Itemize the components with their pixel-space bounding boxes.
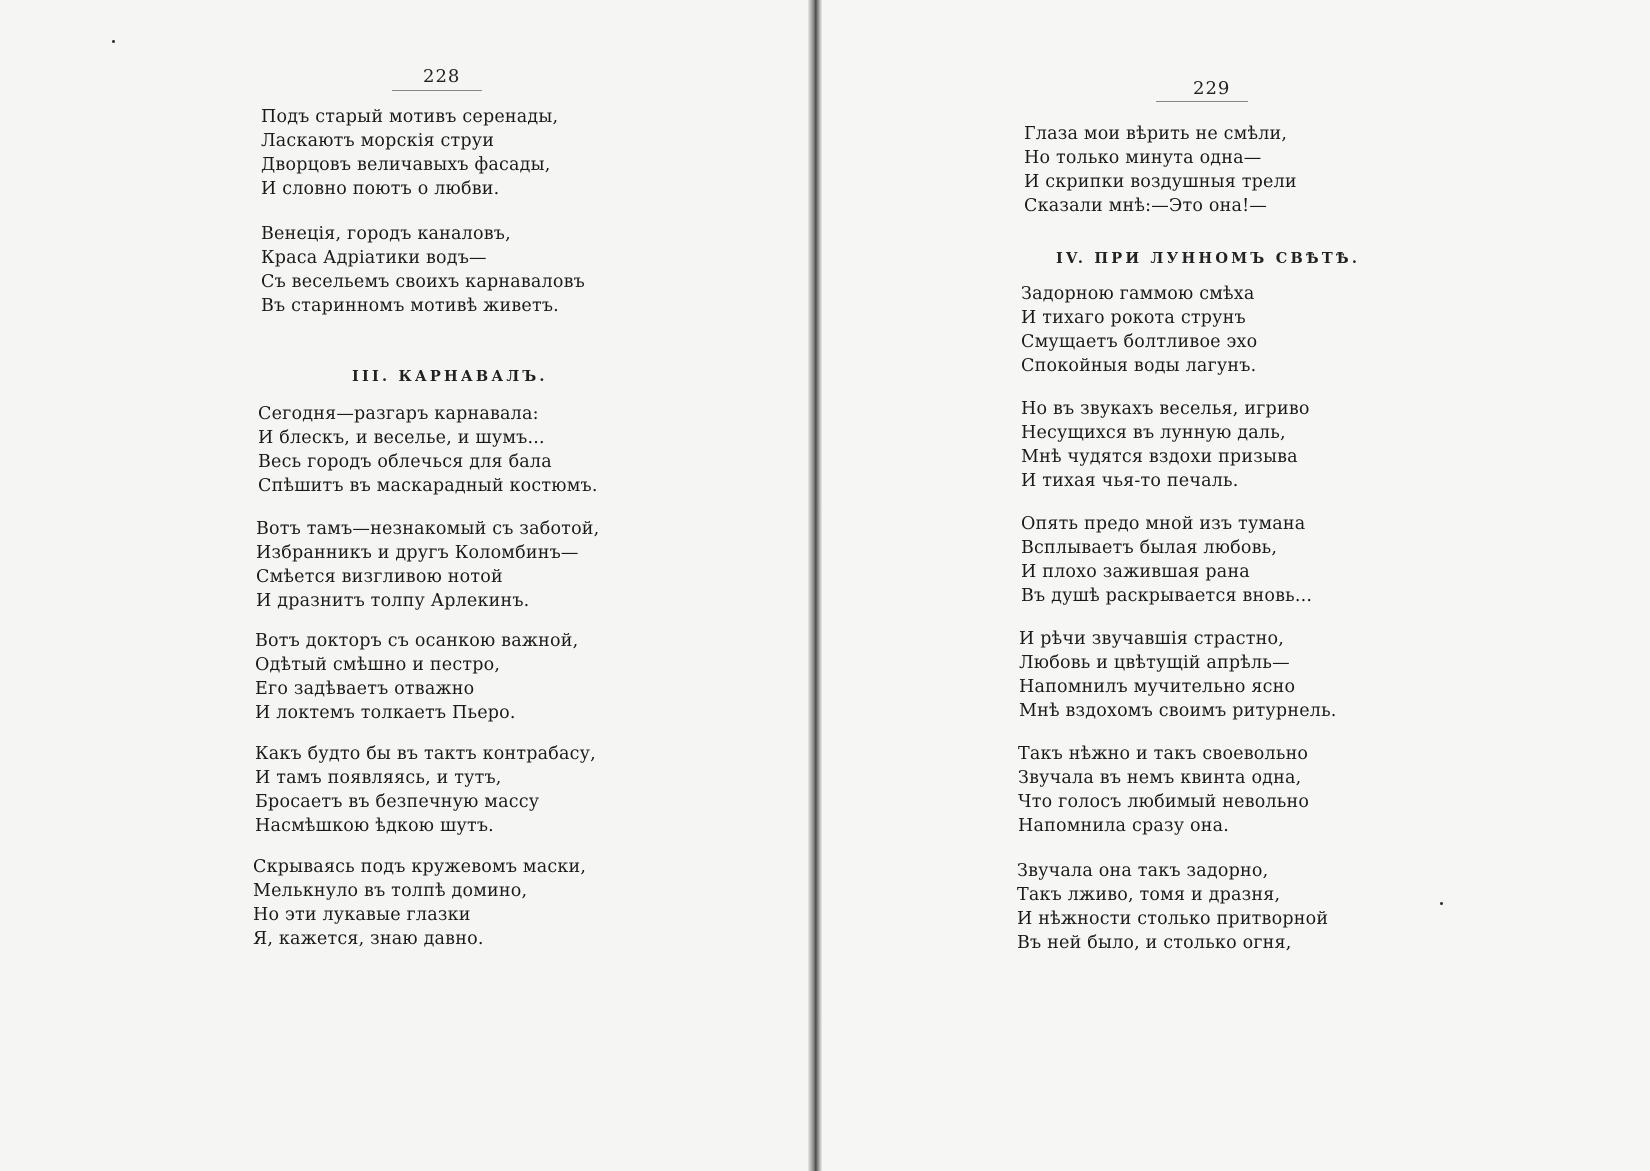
verse-line: Звучала она такъ задорно, bbox=[1017, 861, 1269, 881]
page-number: 228 bbox=[423, 66, 461, 87]
verse-line: И блескъ, и веселье, и шумъ... bbox=[258, 428, 545, 448]
verse-line: Звучала въ немъ квинта одна, bbox=[1018, 768, 1302, 788]
verse-line: Съ весельемъ своихъ карнаваловъ bbox=[261, 272, 585, 292]
verse-line: И рѣчи звучавшія страстно, bbox=[1019, 629, 1284, 649]
stanza bbox=[1021, 397, 1310, 493]
verse-line: Несущихся въ лунную даль, bbox=[1021, 423, 1286, 443]
stanza bbox=[258, 402, 598, 498]
verse-line: Такъ нѣжно и такъ своевольно bbox=[1018, 744, 1309, 764]
verse-line: Напомнилъ мучительно ясно bbox=[1019, 677, 1296, 697]
verse-line: Скрываясь подъ кружевомъ маски, bbox=[253, 857, 587, 877]
verse-line: Задорною гаммою смѣха bbox=[1021, 284, 1255, 304]
verse-line: Сказали мнѣ:—Это она!— bbox=[1024, 196, 1268, 216]
verse-line: И скрипки воздушныя трели bbox=[1024, 172, 1297, 192]
stanza bbox=[1017, 859, 1328, 955]
verse-line: Бросаетъ въ безпечную массу bbox=[255, 792, 540, 812]
paper-speck bbox=[112, 40, 115, 43]
left-page bbox=[0, 0, 808, 1171]
verse-line: Но только минута одна— bbox=[1024, 148, 1262, 168]
verse-line: Глаза мои вѣрить не смѣли, bbox=[1024, 124, 1288, 144]
verse-line: Любовь и цвѣтущій апрѣль— bbox=[1019, 653, 1290, 673]
verse-line: Мнѣ вздохомъ своимъ ритурнель. bbox=[1019, 701, 1337, 721]
verse-line: Какъ будто бы въ тактъ контрабасу, bbox=[255, 744, 596, 764]
page-number-rule bbox=[1156, 101, 1248, 102]
verse-line: Опять предо мной изъ тумана bbox=[1021, 514, 1306, 534]
stanza bbox=[261, 105, 558, 201]
verse-line: И тихая чья-то печаль. bbox=[1021, 471, 1239, 491]
verse-line: Въ душѣ раскрывается вновь... bbox=[1021, 586, 1313, 606]
verse-line: Ласкаютъ морскія струи bbox=[261, 131, 495, 151]
verse-line: Дворцовъ величавыхъ фасады, bbox=[261, 155, 551, 175]
verse-line: И тамъ появляясь, и тутъ, bbox=[255, 768, 502, 788]
stanza bbox=[255, 629, 578, 725]
verse-line: Что голосъ любимый невольно bbox=[1018, 792, 1310, 812]
verse-line: Одѣтый смѣшно и пестро, bbox=[255, 655, 501, 675]
verse-line: Въ старинномъ мотивѣ живетъ. bbox=[261, 296, 559, 316]
verse-line: И локтемъ толкаетъ Пьеро. bbox=[255, 703, 516, 723]
verse-line: Венеція, городъ каналовъ, bbox=[261, 224, 511, 244]
book-gutter bbox=[808, 0, 822, 1171]
verse-line: И нѣжности столько притворной bbox=[1017, 909, 1329, 929]
verse-line: Напомнила сразу она. bbox=[1018, 816, 1229, 836]
verse-line: Въ ней было, и столько огня, bbox=[1017, 933, 1292, 953]
stanza bbox=[1024, 122, 1297, 218]
verse-line: Мелькнуло въ толпѣ домино, bbox=[253, 881, 528, 901]
verse-line: Спокойныя воды лагунъ. bbox=[1021, 356, 1257, 376]
verse-line: Спѣшитъ въ маскарадный костюмъ. bbox=[258, 476, 598, 496]
verse-line: Насмѣшкою ѣдкою шутъ. bbox=[255, 816, 494, 836]
verse-line: Вотъ тамъ—незнакомый съ заботой, bbox=[256, 519, 600, 539]
verse-line: Смѣется визгливою нотой bbox=[256, 567, 503, 587]
verse-line: Такъ лживо, томя и дразня, bbox=[1017, 885, 1281, 905]
stanza bbox=[253, 855, 586, 951]
verse-line: И словно поютъ о любви. bbox=[261, 179, 500, 199]
verse-line: И плохо зажившая рана bbox=[1021, 562, 1250, 582]
right-page bbox=[822, 0, 1650, 1171]
verse-line: Смущаетъ болтливое эхо bbox=[1021, 332, 1258, 352]
verse-line: Вотъ докторъ съ осанкою важной, bbox=[255, 631, 579, 651]
page-number: 229 bbox=[1193, 78, 1231, 99]
verse-line: Избранникъ и другъ Коломбинъ— bbox=[256, 543, 579, 563]
stanza bbox=[1018, 742, 1309, 838]
verse-line: Краса Адріатики водъ— bbox=[261, 248, 487, 268]
verse-line: Мнѣ чудятся вздохи призыва bbox=[1021, 447, 1298, 467]
paper-speck bbox=[1440, 902, 1443, 905]
verse-line: Всплываетъ былая любовь, bbox=[1021, 538, 1278, 558]
section-heading: IV. ПРИ ЛУННОМЪ СВѢТѢ. bbox=[1056, 250, 1361, 267]
stanza bbox=[256, 517, 599, 613]
page-number-rule bbox=[392, 90, 482, 91]
verse-line: И дразнитъ толпу Арлекинъ. bbox=[256, 591, 530, 611]
verse-line: Но въ звукахъ веселья, игриво bbox=[1021, 399, 1310, 419]
stanza bbox=[261, 222, 585, 318]
stanza bbox=[1021, 512, 1312, 608]
stanza bbox=[255, 742, 596, 838]
verse-line: Его задѣваетъ отважно bbox=[255, 679, 475, 699]
section-heading: III. КАРНАВАЛЪ. bbox=[352, 368, 548, 385]
stanza bbox=[1021, 282, 1257, 378]
verse-line: И тихаго рокота струнъ bbox=[1021, 308, 1246, 328]
stanza bbox=[1019, 627, 1337, 723]
verse-line: Весь городъ облечься для бала bbox=[258, 452, 552, 472]
verse-line: Я, кажется, знаю давно. bbox=[253, 929, 484, 949]
verse-line: Подъ старый мотивъ серенады, bbox=[261, 107, 559, 127]
verse-line: Но эти лукавые глазки bbox=[253, 905, 471, 925]
verse-line: Сегодня—разгаръ карнавала: bbox=[258, 404, 539, 424]
